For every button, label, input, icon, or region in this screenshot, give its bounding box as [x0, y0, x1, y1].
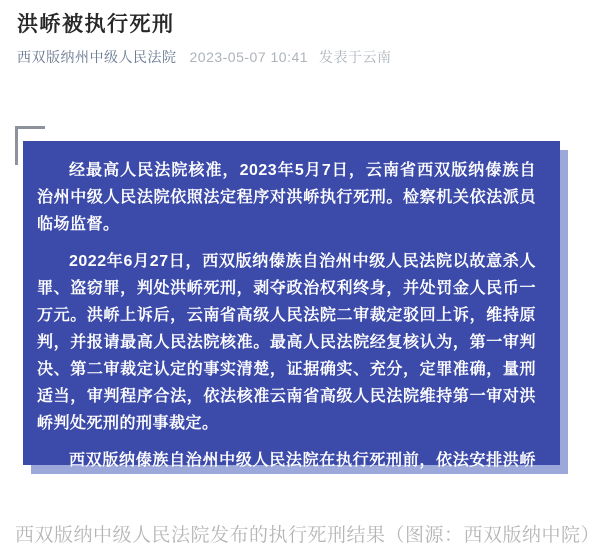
court-notice-card [23, 141, 560, 496]
page-title: 洪峤被执行死刑 [17, 13, 175, 36]
publish-time: 2023-05-07 10:41 [189, 49, 309, 65]
image-caption: 西双版纳中级人民法院发布的执行死刑结果（图源：西双版纳中院） [14, 525, 600, 546]
notice-paragraph: 经最高人民法院核准，2023年5月7日，云南省西双版纳傣族自治州中级人民法院依照法定程序对洪峤执行死刑。检察机关依法派员临场监督。 [37, 162, 536, 233]
notice-paragraph: 西双版纳傣族自治州中级人民法院在执行死刑前，依法安排洪峤会见了近亲属，充分保障了被执行罪犯的合法权利。 [37, 452, 536, 496]
publish-location: 发表于云南 [319, 49, 392, 65]
notice-paragraph: 2022年6月27日，西双版纳傣族自治州中级人民法院以故意杀人罪、盗窃罪，判处洪峤死刑，剥夺政治权利终身，并处罚金人民币一万元。洪峤上诉后，云南省高级人民法院二审裁定驳回上诉，维持原判，并报请最高人民法院核准。最高人民法院经复核认为，第一审判决、第二审裁定认定的事实清楚，证据确实、充分，定罪准确，量刑适当，审判程序合法，依法核准云南省高级人民法院维持第一审对洪峤判处死刑的刑事裁定。 [37, 253, 536, 432]
account-name-link[interactable]: 西双版纳州中级人民法院 [17, 49, 177, 65]
